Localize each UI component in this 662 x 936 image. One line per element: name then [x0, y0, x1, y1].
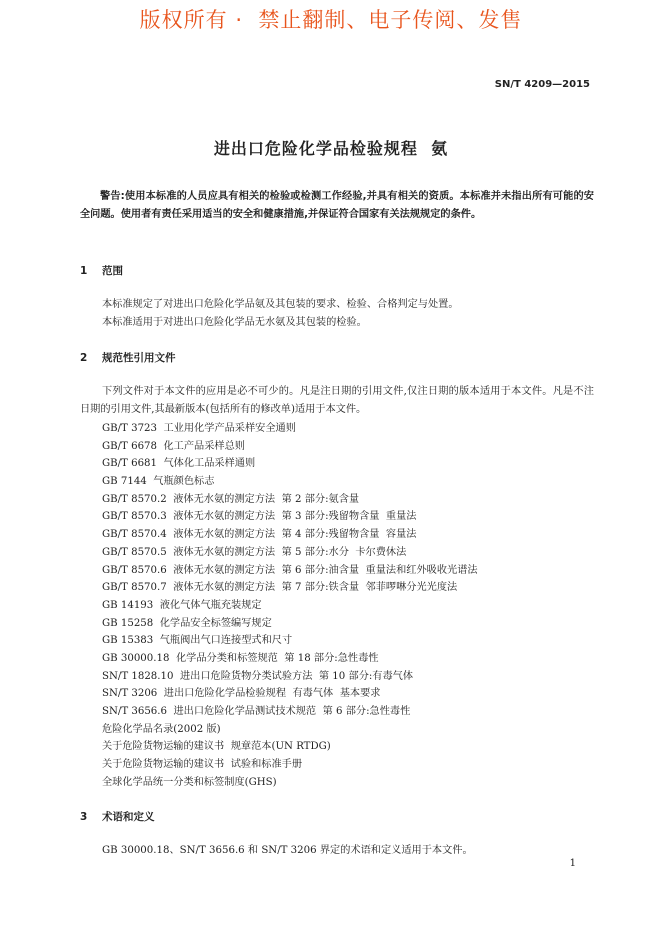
section-1-paragraph-1: 本标准规定了对进出口危险化学品氨及其包装的要求、检验、合格判定与处置。	[102, 299, 459, 310]
section-2-paragraph: 下列文件对于本文件的应用是必不可少的。凡是注日期的引用文件,仅注日期的版本适用于本文件。凡是不注日期的引用文件,其最新版本(包括所有的修改单)适用于本文件。	[80, 386, 594, 415]
reference-item: GB/T 8570.2 液体无水氨的测定方法 第 2 部分:氨含量	[102, 493, 360, 505]
reference-item: GB 30000.18 化学品分类和标签规范 第 18 部分:急性毒性	[102, 652, 379, 664]
section-number: 3	[80, 811, 88, 823]
reference-item: GB/T 6678 化工产品采样总则	[102, 440, 245, 452]
reference-item: GB 14193 液化气体气瓶充装规定	[102, 599, 262, 611]
reference-item: GB/T 3723 工业用化学产品采样安全通则	[102, 423, 296, 434]
section-title: 规范性引用文件	[102, 352, 176, 364]
standard-code: SN/T 4209—2015	[494, 79, 590, 90]
warning-paragraph: 警告:使用本标准的人员应具有相关的检验或检测工作经验,并具有相关的资质。本标准并未指出所有可能的安全问题。使用者有责任采用适当的安全和健康措施,并保证符合国家有关法规规定的条件。	[80, 191, 594, 220]
reference-item: SN/T 1828.10 进出口危险货物分类试验方法 第 10 部分:有毒气体	[102, 670, 414, 682]
section-number: 2	[80, 352, 88, 364]
section-number: 1	[80, 265, 88, 277]
reference-item: GB/T 8570.4 液体无水氨的测定方法 第 4 部分:残留物含量 容量法	[102, 529, 417, 541]
reference-list	[102, 420, 602, 791]
reference-item: GB 7144 气瓶颜色标志	[102, 476, 215, 488]
reference-item: GB/T 6681 气体化工品采样通则	[102, 458, 256, 470]
reference-item: GB/T 8570.7 液体无水氨的测定方法 第 7 部分:铁含量 邻菲啰啉分光光度法	[102, 582, 458, 594]
section-1-heading	[80, 263, 123, 278]
section-2-heading	[80, 350, 176, 365]
reference-item: 危险化学品名录(2002 版)	[102, 723, 221, 735]
section-3-paragraph: GB 30000.18、SN/T 3656.6 和 SN/T 3206 界定的术语和定义适用于本文件。	[102, 845, 473, 856]
page-number: 1	[569, 858, 576, 869]
section-title: 范围	[102, 265, 123, 277]
reference-item: 全球化学品统一分类和标签制度(GHS)	[102, 776, 277, 788]
reference-item: GB 15258 化学品安全标签编写规定	[102, 617, 272, 629]
reference-item: SN/T 3656.6 进出口危险化学品测试技术规范 第 6 部分:急性毒性	[102, 706, 411, 717]
section-3-heading	[80, 809, 155, 824]
reference-item: GB 15383 气瓶阀出气口连接型式和尺寸	[102, 635, 293, 647]
section-1-paragraph-2: 本标准适用于对进出口危险化学品无水氨及其包装的检验。	[102, 317, 367, 328]
reference-item: SN/T 3206 进出口危险化学品检验规程 有毒气体 基本要求	[102, 688, 381, 700]
reference-item: 关于危险货物运输的建议书 规章范本(UN RTDG)	[102, 741, 331, 753]
reference-item: 关于危险货物运输的建议书 试验和标准手册	[102, 759, 303, 771]
reference-item: GB/T 8570.6 液体无水氨的测定方法 第 6 部分:油含量 重量法和红外吸收光谱法	[102, 564, 478, 576]
section-title: 术语和定义	[102, 811, 155, 823]
reference-item: GB/T 8570.3 液体无水氨的测定方法 第 3 部分:残留物含量 重量法	[102, 511, 417, 523]
reference-item: GB/T 8570.5 液体无水氨的测定方法 第 5 部分:水分 卡尔费休法	[102, 546, 407, 558]
copyright-banner: 版权所有 · 禁止翻制、电子传阅、发售	[139, 8, 523, 32]
document-title: 进出口危险化学品检验规程 氨	[213, 139, 449, 158]
